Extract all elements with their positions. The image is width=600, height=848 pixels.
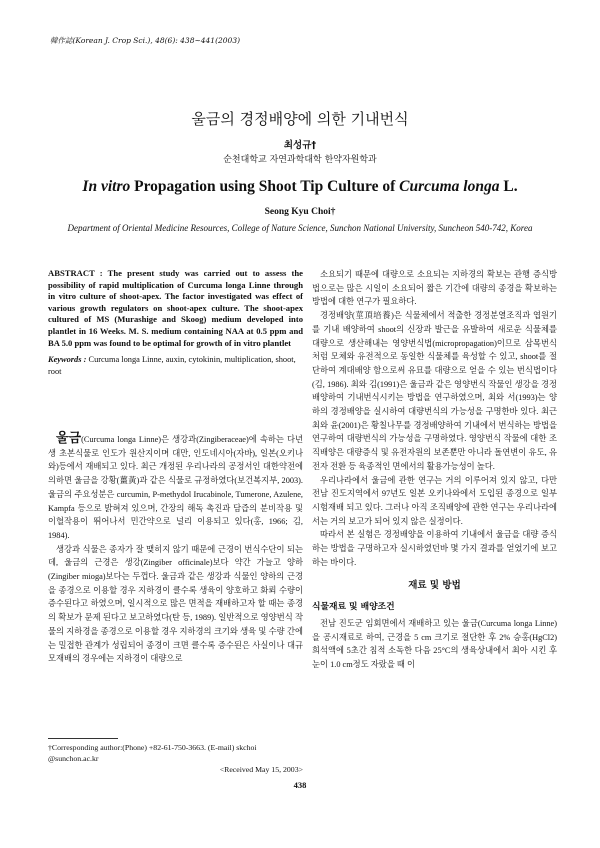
- abstract: [48, 268, 303, 349]
- dropcap-word: 울금: [56, 431, 82, 446]
- korean-title: 울금의 경정배양에 의한 기내번식: [191, 110, 409, 128]
- body-paragraph-text: (Curcuma longa Linne)은 생강과(Zingiberaceae)에 속하는 다년생 초본식물로 인도가 원산지이며 대만, 인도네시아(자바), 일본(오키나와)등에서 재배되고 있다. 최근 개정된 우리나라의 공정서인 대한약전에 의하면 울금을 강황(薑黃)과 같은 식물로 규정하였다(보건복지부, 2003). 울금의 주요성분은 curcumin, P-methydol Irucabinole, Tumerone, Azulene, Kampfa 등으로 밝혀져 있으며, 간장의 해독 촉진과 담즙의 분비작용 및 이혈작용이 뛰어나서 민간약으로 널리 이용되고 있다(홍, 1966; 김, 1984).: [48, 435, 303, 540]
- keywords-text: Curcuma longa Linne, auxin, cytokinin, multiplication, shoot, root: [48, 355, 296, 376]
- body-right-column: [312, 268, 557, 672]
- body-paragraph: [48, 432, 303, 543]
- section-heading: 재료 및 방법: [408, 580, 461, 592]
- english-title-part1: In vitro: [82, 178, 131, 195]
- keywords: [48, 354, 303, 377]
- english-author: Seong Kyu Choi†: [264, 207, 336, 217]
- body-left-column: [48, 432, 303, 666]
- corresponding-author-note: †Corresponding author:(Phone) +82-61-750-3663. (E-mail) skchoi @sunchon.ac.kr: [48, 743, 257, 763]
- page-number: 438: [293, 780, 307, 790]
- english-title-part4: L.: [499, 178, 518, 195]
- footnote: [48, 742, 303, 775]
- body-paragraph: 생강과 식물은 종자가 잘 맺히지 않기 때문에 근경이 번식수단이 되는데, 울금의 근경은 생강(Zingiber officinale)보다 약간 가늘고 양하(Zingiber mioga)보다는 두껍다. 울금과 같은 생강과 식물인 양하의 근경을 종경으로 이용할 경우 지하경이 클수록 생육이 양호하고 화뢰 수량이 증수된다고 하였으며, 일시적으로 많은 면적을 재배하고자 할 때는 종경의 확보가 문제 된다고 보고하였다(탄 등, 1989). 일반적으로 영양번식 작물의 지하경을 종경으로 이용할 경우 지하경의 크기와 생육 및 수량 간에는 밀접한 관계가 성립되어 종경이 크면 클수록 증수된은 사실이나 대규모재배의 경우에는 지하경이 대량으로: [48, 544, 303, 664]
- keywords-label: Keywords :: [48, 355, 87, 364]
- body-paragraph: 우리나라에서 울금에 관한 연구는 거의 이루어져 있지 않고, 다만 전남 진도지역에서 97년도 일본 오키나와에서 도입된 종경으로 일부 시험재배 되고 있다. 그러나 아직 조직배양에 관한 연구는 우리나라에서는 거의 보고가 되어 있지 않은 실정이다.: [312, 475, 557, 526]
- abstract-text: The present study was carried out to assess the possibility of rapid multiplication of Curcuma longa Linne through in vitro culture of shoot-apex. The factor investigated was effect of various growth regulators on shoot-apex culture. The shoot-apex cultured of MS (Murashige and Skoog) medium developed into plantlet in 16 Weeks. M. S. medium containing NAA at 0.5 ppm and BA 5.0 ppm was found to be optimal for growth of in vitro plantlet: [48, 268, 304, 348]
- english-affiliation: Department of Oriental Medicine Resources, College of Nature Science, Sunchon National University, Suncheon 540-742, Korea: [67, 223, 533, 233]
- korean-author: 최성규†: [283, 140, 317, 151]
- english-title-part2: Propagation using Shoot Tip Culture of: [130, 178, 400, 195]
- footnote-divider: [48, 738, 118, 739]
- subsection-heading: 식물재료 및 배양조건: [312, 602, 395, 613]
- body-paragraph: 전남 진도군 임회면에서 재배하고 있는 울금(Curcuma longa Linne)을 공시재료로 하여, 근경을 5 cm 크기로 절단한 후 2% 승홍(HgCl2) 희석액에 5초간 침적 소독한 다음 25°C의 생육상내에서 최아 시킨 후 눈이 1.0 cm정도 자랐을 때 이: [312, 618, 557, 669]
- received-date: <Received May 15, 2003>: [219, 765, 303, 774]
- body-paragraph: 경정배양(莖頂培養)은 식물체에서 적출한 경정분열조직과 엽원기를 기내 배양하여 shoot의 신장과 발근을 유발하여 새로운 식물체를 대량으로 생산해내는 영양번식법(micropropagation)이므로 삼목번식처럼 모체와 유전적으로 동일한 식물체를 육성할 수 있고, shoot를 절단하여 계대배양 함으로써 유묘를 대량으로 얻을 수 있는 번식법이다(김, 1986). 최와 김(1991)은 울금과 같은 영양번식 작물인 생강을 경정배양하여 기내번식시키는 방법을 연구하였으며, 최와 서(1993)는 양하의 경정배양을 실시하여 대량번식의 가능성을 구명한바 있다. 최근 최와 윤(2001)은 황칠나무를 경정배양하여 기내에서 번식하는 방법을 연구하여 대량번식의 가능성을 구명하였다. 영양번식 작물에 대한 조직배양은 대량증식 및 유전자원의 보존뿐만 아니라 돌연변이 유도, 유전자 전환 등 육종적인 면에서의 활용가능성이 높다.: [312, 311, 557, 471]
- journal-citation: 韓作誌(Korean J. Crop Sci.), 48(6): 438~441(2003): [50, 36, 241, 45]
- english-title: [0, 178, 600, 196]
- abstract-label: ABSTRACT :: [48, 268, 103, 278]
- english-title-part3: Curcuma longa: [399, 178, 500, 195]
- body-paragraph: 따라서 본 실험은 경정배양을 이용하여 기내에서 울금을 대량 증식하는 방법을 구명하고자 실시하였던바 몇 가지 결과를 얻었기에 보고하는 바이다.: [312, 530, 557, 567]
- body-paragraph: 소요되기 때문에 대량으로 소요되는 지하경의 확보는 관행 증식방법으로는 많은 시일이 소요되어 짧은 기간에 대량의 종경을 확보하는 방법에 대한 연구가 필요하다.: [312, 270, 557, 307]
- korean-affiliation: 순천대학교 자연과학대학 한약자원학과: [223, 155, 377, 165]
